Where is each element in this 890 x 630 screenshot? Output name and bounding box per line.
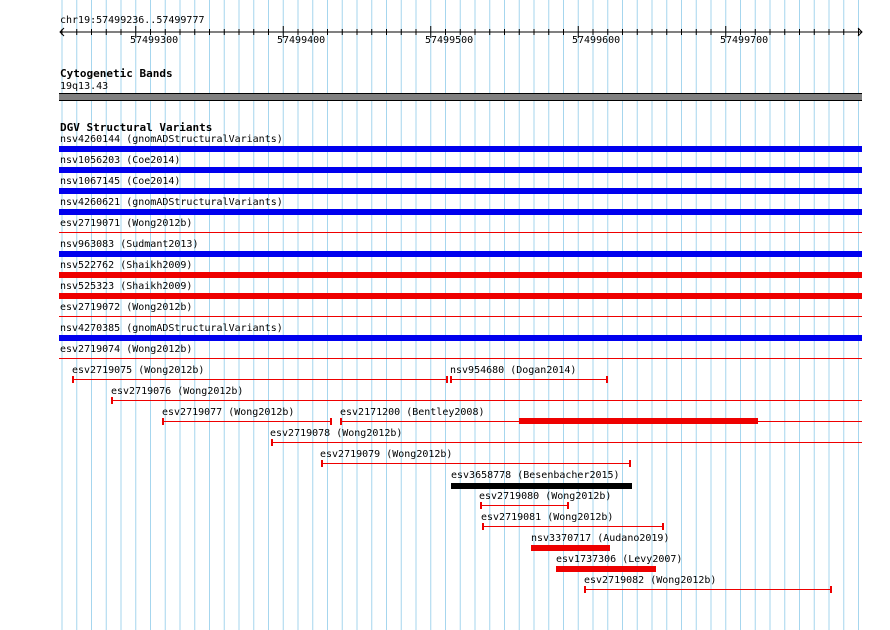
ruler-tick-label: 57499400 (277, 35, 326, 46)
dgv-feature-end-cap (480, 502, 482, 509)
dgv-feature-label[interactable]: nsv1067145 (Coe2014) (60, 176, 181, 187)
dgv-feature-label[interactable]: nsv954680 (Dogan2014) (450, 365, 577, 376)
dgv-feature-bar[interactable] (59, 272, 862, 278)
ruler-tick-label: 57499600 (572, 35, 621, 46)
dgv-feature-bar[interactable] (450, 379, 608, 380)
dgv-feature-label[interactable]: esv3658778 (Besenbacher2015) (451, 470, 620, 481)
dgv-feature-bar[interactable] (480, 505, 569, 506)
dgv-feature-bar[interactable] (584, 589, 832, 590)
dgv-feature-label[interactable]: esv2719075 (Wong2012b) (72, 365, 205, 376)
dgv-feature-label[interactable]: nsv4260621 (gnomADStructuralVariants) (60, 197, 283, 208)
dgv-track-title: DGV Structural Variants (60, 121, 213, 134)
dgv-feature-bar[interactable] (271, 442, 862, 443)
dgv-feature-bar[interactable] (59, 335, 862, 341)
cytoband-track-title: Cytogenetic Bands (60, 67, 173, 80)
dgv-feature-label[interactable]: esv2719081 (Wong2012b) (481, 512, 614, 523)
dgv-feature-end-cap (340, 418, 342, 425)
dgv-feature-label[interactable]: nsv525323 (Shaikh2009) (60, 281, 193, 292)
dgv-feature-end-cap (662, 523, 664, 530)
dgv-feature-bar[interactable] (59, 209, 862, 215)
dgv-feature-bar[interactable] (162, 421, 332, 422)
region-label: chr19:57499236..57499777 (60, 15, 205, 26)
dgv-feature-end-cap (111, 397, 113, 404)
dgv-feature-label[interactable]: nsv3370717 (Audano2019) (531, 533, 670, 544)
dgv-feature-end-cap (72, 376, 74, 383)
dgv-feature-label[interactable]: nsv4260144 (gnomADStructuralVariants) (60, 134, 283, 145)
dgv-feature-bar[interactable] (59, 358, 862, 359)
dgv-feature-bar[interactable] (531, 545, 610, 551)
dgv-feature-label[interactable]: nsv522762 (Shaikh2009) (60, 260, 193, 271)
dgv-feature-label[interactable]: esv2719080 (Wong2012b) (479, 491, 612, 502)
cytoband-bar[interactable] (59, 93, 862, 101)
dgv-feature-label[interactable]: esv2171200 (Bentley2008) (340, 407, 485, 418)
dgv-feature-label[interactable]: esv1737306 (Levy2007) (556, 554, 683, 565)
dgv-feature-end-cap (830, 586, 832, 593)
dgv-feature-label[interactable]: esv2719079 (Wong2012b) (320, 449, 453, 460)
dgv-feature-label[interactable]: nsv1056203 (Coe2014) (60, 155, 181, 166)
dgv-feature-end-cap (321, 460, 323, 467)
dgv-feature-bar[interactable] (59, 251, 862, 257)
dgv-feature-label[interactable]: esv2719082 (Wong2012b) (584, 575, 717, 586)
dgv-feature-bar[interactable] (72, 379, 448, 380)
ruler-tick-label: 57499500 (425, 35, 474, 46)
dgv-feature-bar[interactable] (482, 526, 664, 527)
dgv-feature-end-cap (162, 418, 164, 425)
dgv-feature-bar[interactable] (111, 400, 862, 401)
dgv-feature-label[interactable]: esv2719077 (Wong2012b) (162, 407, 295, 418)
dgv-feature-end-cap (567, 502, 569, 509)
ruler-tick-label: 57499700 (720, 35, 769, 46)
dgv-feature-label[interactable]: esv2719071 (Wong2012b) (60, 218, 193, 229)
dgv-feature-bar[interactable] (59, 167, 862, 173)
dgv-feature-label[interactable]: esv2719076 (Wong2012b) (111, 386, 244, 397)
dgv-feature-label[interactable]: esv2719074 (Wong2012b) (60, 344, 193, 355)
dgv-feature-end-cap (446, 376, 448, 383)
dgv-feature-bar[interactable] (59, 316, 862, 317)
dgv-feature-bar[interactable] (451, 483, 632, 489)
dgv-feature-end-cap (450, 376, 452, 383)
dgv-feature-thick-segment[interactable] (519, 418, 758, 424)
dgv-feature-bar[interactable] (59, 232, 862, 233)
dgv-feature-bar[interactable] (59, 146, 862, 152)
dgv-feature-end-cap (584, 586, 586, 593)
dgv-feature-label[interactable]: nsv4270385 (gnomADStructuralVariants) (60, 323, 283, 334)
ruler-tick-label: 57499300 (130, 35, 179, 46)
dgv-feature-label[interactable]: nsv963083 (Sudmant2013) (60, 239, 199, 250)
dgv-feature-end-cap (330, 418, 332, 425)
dgv-feature-end-cap (271, 439, 273, 446)
dgv-feature-label[interactable]: esv2719078 (Wong2012b) (270, 428, 403, 439)
dgv-feature-label[interactable]: esv2719072 (Wong2012b) (60, 302, 193, 313)
dgv-feature-bar[interactable] (556, 566, 656, 572)
dgv-feature-end-cap (629, 460, 631, 467)
cytoband-label: 19q13.43 (60, 81, 109, 92)
dgv-feature-bar[interactable] (321, 463, 631, 464)
dgv-feature-bar[interactable] (59, 293, 862, 299)
dgv-feature-end-cap (606, 376, 608, 383)
dgv-feature-bar[interactable] (59, 188, 862, 194)
dgv-feature-end-cap (482, 523, 484, 530)
